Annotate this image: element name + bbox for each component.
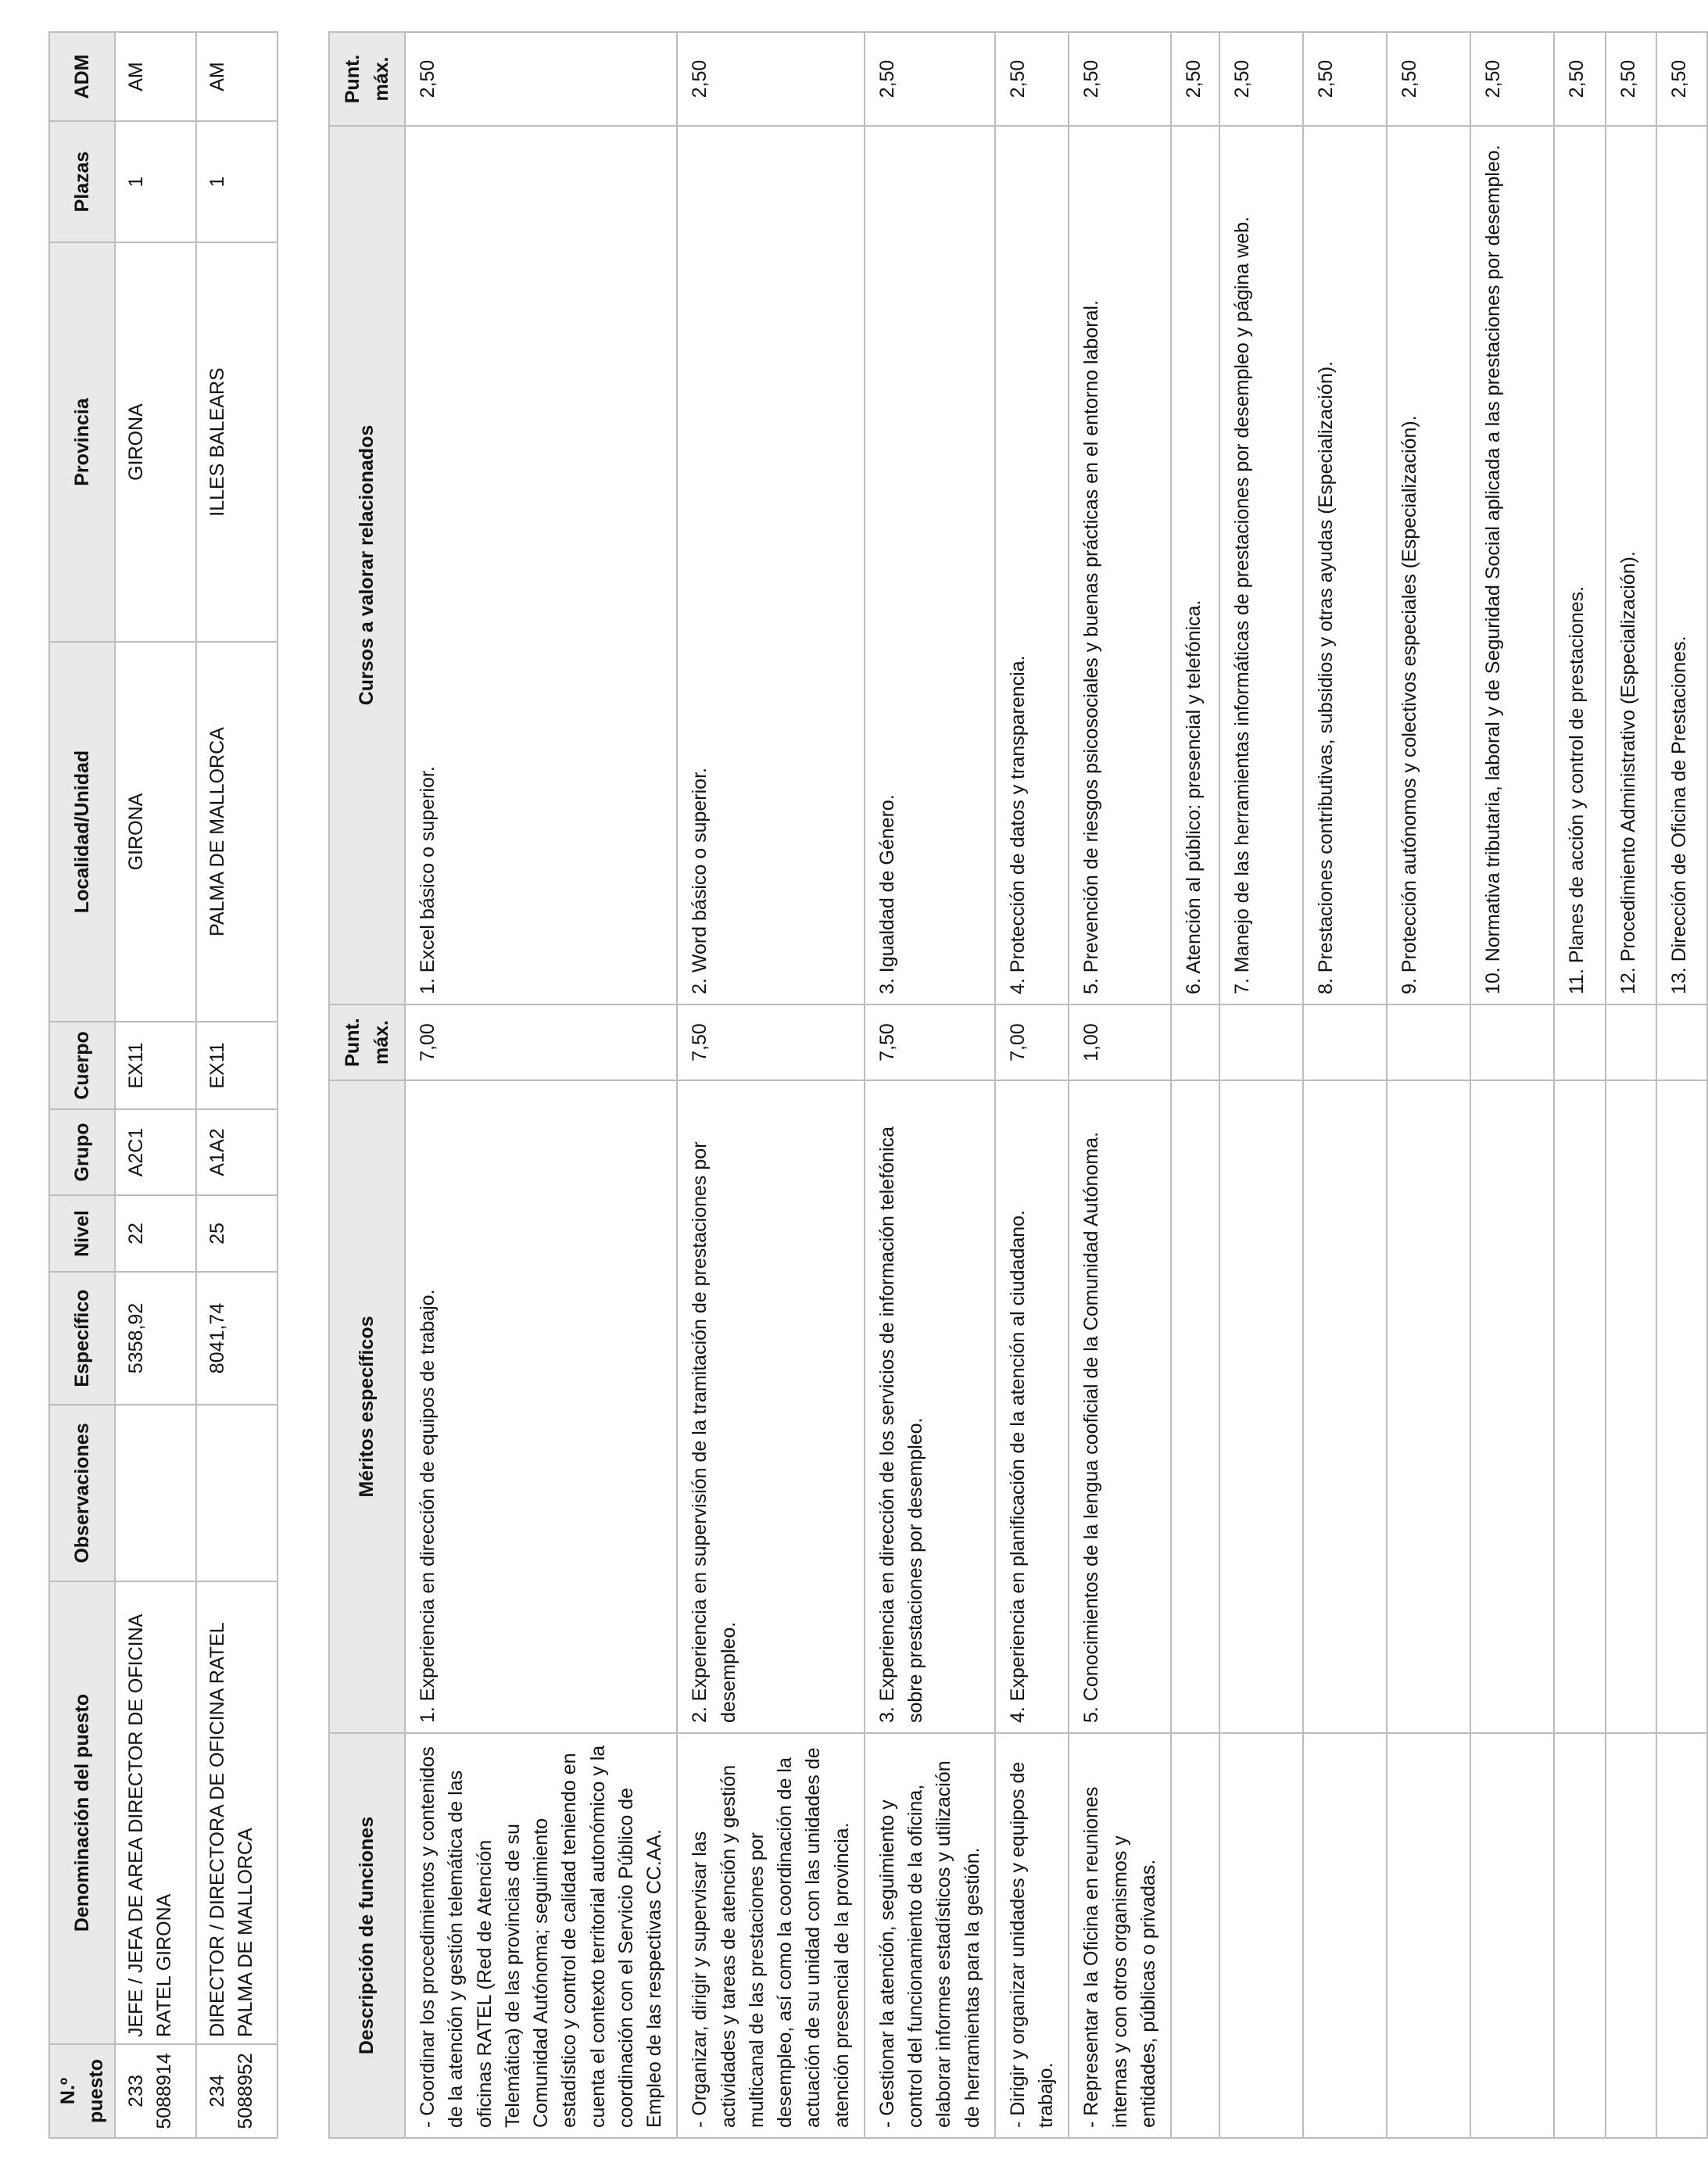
n-puesto-cell: 234 5088952 xyxy=(196,2044,278,2138)
observaciones-cell xyxy=(196,1405,278,1581)
curso-cell: 8. Prestaciones contributivas, subsidios y otras ayudas (Especialización). xyxy=(1303,126,1387,1004)
cuerpo-cell: EX11 xyxy=(115,1022,196,1109)
detalle-header-row xyxy=(329,32,405,2138)
punt-merito-cell xyxy=(1387,1004,1470,1080)
merito-cell: 5. Conocimientos de la lengua cooficial de la Comunidad Autónoma. xyxy=(1069,1080,1171,1733)
punt-merito-cell: 7,00 xyxy=(995,1004,1069,1080)
table-row xyxy=(1387,32,1470,2138)
curso-cell: 3. Igualdad de Género. xyxy=(865,126,995,1004)
especifico-cell: 5358,92 xyxy=(115,1272,196,1405)
curso-cell: 10. Normativa tributaria, laboral y de Seguridad Social aplicada a las prestaciones por desempleo. xyxy=(1470,126,1554,1004)
curso-cell: 1. Excel básico o superior. xyxy=(405,126,677,1004)
merito-cell xyxy=(1171,1080,1219,1733)
table-row xyxy=(865,32,995,2138)
localidad-cell: PALMA DE MALLORCA xyxy=(196,642,278,1022)
punt-curso-cell: 2,50 xyxy=(1470,32,1554,126)
denominacion-cell: DIRECTOR / DIRECTORA DE OFICINA RATEL PALMA DE MALLORCA xyxy=(196,1581,278,2044)
punt-curso-cell: 2,50 xyxy=(1387,32,1470,126)
punt-curso-cell: 2,50 xyxy=(865,32,995,126)
funcion-cell xyxy=(1219,1733,1303,2138)
col-header-provincia: Provincia xyxy=(49,242,115,642)
grupo-cell: A1A2 xyxy=(196,1109,278,1195)
adm-cell: AM xyxy=(196,32,278,121)
punt-merito-cell: 7,50 xyxy=(865,1004,995,1080)
col-header-punt-merito: Punt. máx. xyxy=(329,1004,405,1080)
col-header-meritos: Méritos específicos xyxy=(329,1080,405,1733)
funcion-cell: - Organizar, dirigir y supervisar las actividades y tareas de atención y gestión multicanal de las prestaciones por desempleo, así como la coordinación de la actuación de su unidad con las unidades de atención presencial de la provincia. xyxy=(677,1733,865,2138)
table-row xyxy=(1219,32,1303,2138)
n-puesto-cell: 233 5088914 xyxy=(115,2044,196,2138)
punt-merito-cell xyxy=(1606,1004,1656,1080)
punt-curso-cell: 2,50 xyxy=(995,32,1069,126)
funcion-cell xyxy=(1606,1733,1656,2138)
punt-merito-cell: 7,50 xyxy=(677,1004,865,1080)
curso-cell: 6. Atención al público: presencial y telefónica. xyxy=(1171,126,1219,1004)
funcion-cell: - Coordinar los procedimientos y contenidos de la atención y gestión telemática de las oficinas RATEL (Red de Atención Telemática) de las provincias de su Comunidad Autónoma; seguimiento estadístico y control de calidad teniendo en cuenta el contexto territorial autonómico y la coordinación con el Servicio Público de Empleo de las respectivas CC.AA. xyxy=(405,1733,677,2138)
punt-merito-cell xyxy=(1171,1004,1219,1080)
punt-curso-cell: 2,50 xyxy=(405,32,677,126)
punt-curso-cell: 2,50 xyxy=(1656,32,1707,126)
col-header-nivel: Nivel xyxy=(49,1195,115,1272)
puestos-table xyxy=(48,31,278,2139)
puestos-header-row xyxy=(49,32,115,2138)
funcion-cell xyxy=(1387,1733,1470,2138)
table-row xyxy=(677,32,865,2138)
curso-cell: 12. Procedimiento Administrativo (Especialización). xyxy=(1606,126,1656,1004)
especifico-cell: 8041,74 xyxy=(196,1272,278,1405)
table-row xyxy=(1303,32,1387,2138)
funcion-cell: - Representar a la Oficina en reuniones internas y con otros organismos y entidades, públicas o privadas. xyxy=(1069,1733,1171,2138)
col-header-plazas: Plazas xyxy=(49,121,115,242)
detalle-table xyxy=(328,31,1708,2139)
curso-cell: 11. Planes de acción y control de prestaciones. xyxy=(1554,126,1606,1004)
punt-merito-cell xyxy=(1554,1004,1606,1080)
merito-cell xyxy=(1554,1080,1606,1733)
merito-cell xyxy=(1387,1080,1470,1733)
adm-cell: AM xyxy=(115,32,196,121)
table-row xyxy=(1656,32,1707,2138)
col-header-denominacion: Denominación del puesto xyxy=(49,1581,115,2044)
col-header-adm: ADM xyxy=(49,32,115,121)
table-row xyxy=(1470,32,1554,2138)
curso-cell: 13. Dirección de Oficina de Prestaciones. xyxy=(1656,126,1707,1004)
punt-curso-cell: 2,50 xyxy=(1554,32,1606,126)
col-header-observaciones: Observaciones xyxy=(49,1405,115,1581)
punt-merito-cell: 1,00 xyxy=(1069,1004,1171,1080)
punt-merito-cell xyxy=(1656,1004,1707,1080)
curso-cell: 5. Prevención de riesgos psicosociales y buenas prácticas en el entorno laboral. xyxy=(1069,126,1171,1004)
nivel-cell: 25 xyxy=(196,1195,278,1272)
curso-cell: 7. Manejo de las herramientas informáticas de prestaciones por desempleo y página web. xyxy=(1219,126,1303,1004)
merito-cell: 4. Experiencia en planificación de la atención al ciudadano. xyxy=(995,1080,1069,1733)
col-header-n-puesto: N.º puesto xyxy=(49,2044,115,2138)
funcion-cell xyxy=(1171,1733,1219,2138)
merito-cell: 2. Experiencia en supervisión de la tramitación de prestaciones por desempleo. xyxy=(677,1080,865,1733)
punt-curso-cell: 2,50 xyxy=(1069,32,1171,126)
funcion-cell xyxy=(1656,1733,1707,2138)
col-header-cuerpo: Cuerpo xyxy=(49,1022,115,1109)
col-header-localidad: Localidad/Unidad xyxy=(49,642,115,1022)
merito-cell xyxy=(1303,1080,1387,1733)
punt-curso-cell: 2,50 xyxy=(1303,32,1387,126)
table-row xyxy=(115,32,196,2138)
punt-curso-cell: 2,50 xyxy=(1171,32,1219,126)
punt-curso-cell: 2,50 xyxy=(677,32,865,126)
curso-cell: 2. Word básico o superior. xyxy=(677,126,865,1004)
table-row xyxy=(196,32,278,2138)
table-row xyxy=(1606,32,1656,2138)
nivel-cell: 22 xyxy=(115,1195,196,1272)
col-header-cursos: Cursos a valorar relacionados xyxy=(329,126,405,1004)
funcion-cell: - Gestionar la atención, seguimiento y control del funcionamiento de la oficina, elaborar informes estadísticos y utilización de herramientas para la gestión. xyxy=(865,1733,995,2138)
cuerpo-cell: EX11 xyxy=(196,1022,278,1109)
observaciones-cell xyxy=(115,1405,196,1581)
localidad-cell: GIRONA xyxy=(115,642,196,1022)
merito-cell xyxy=(1606,1080,1656,1733)
punt-merito-cell xyxy=(1470,1004,1554,1080)
punt-merito-cell xyxy=(1219,1004,1303,1080)
funcion-cell: - Dirigir y organizar unidades y equipos de trabajo. xyxy=(995,1733,1069,2138)
col-header-grupo: Grupo xyxy=(49,1109,115,1195)
plazas-cell: 1 xyxy=(115,121,196,242)
funcion-cell xyxy=(1470,1733,1554,2138)
merito-cell: 3. Experiencia en dirección de los servicios de información telefónica sobre prestaciones por desempleo. xyxy=(865,1080,995,1733)
funcion-cell xyxy=(1303,1733,1387,2138)
grupo-cell: A2C1 xyxy=(115,1109,196,1195)
col-header-punt-curso: Punt. máx. xyxy=(329,32,405,126)
provincia-cell: ILLES BALEARS xyxy=(196,242,278,642)
punt-merito-cell xyxy=(1303,1004,1387,1080)
punt-curso-cell: 2,50 xyxy=(1219,32,1303,126)
plazas-cell: 1 xyxy=(196,121,278,242)
table-row xyxy=(1171,32,1219,2138)
punt-curso-cell: 2,50 xyxy=(1606,32,1656,126)
provincia-cell: GIRONA xyxy=(115,242,196,642)
col-header-especifico: Específico xyxy=(49,1272,115,1405)
merito-cell xyxy=(1656,1080,1707,1733)
table-row xyxy=(1554,32,1606,2138)
merito-cell xyxy=(1470,1080,1554,1733)
table-row xyxy=(995,32,1069,2138)
table-row xyxy=(1069,32,1171,2138)
curso-cell: 4. Protección de datos y transparencia. xyxy=(995,126,1069,1004)
funcion-cell xyxy=(1554,1733,1606,2138)
merito-cell xyxy=(1219,1080,1303,1733)
denominacion-cell: JEFE / JEFA DE AREA DIRECTOR DE OFICINA RATEL GIRONA xyxy=(115,1581,196,2044)
curso-cell: 9. Protección autónomos y colectivos especiales (Especialización). xyxy=(1387,126,1470,1004)
table-row xyxy=(405,32,677,2138)
punt-merito-cell: 7,00 xyxy=(405,1004,677,1080)
col-header-funciones: Descripción de funciones xyxy=(329,1733,405,2138)
merito-cell: 1. Experiencia en dirección de equipos de trabajo. xyxy=(405,1080,677,1733)
